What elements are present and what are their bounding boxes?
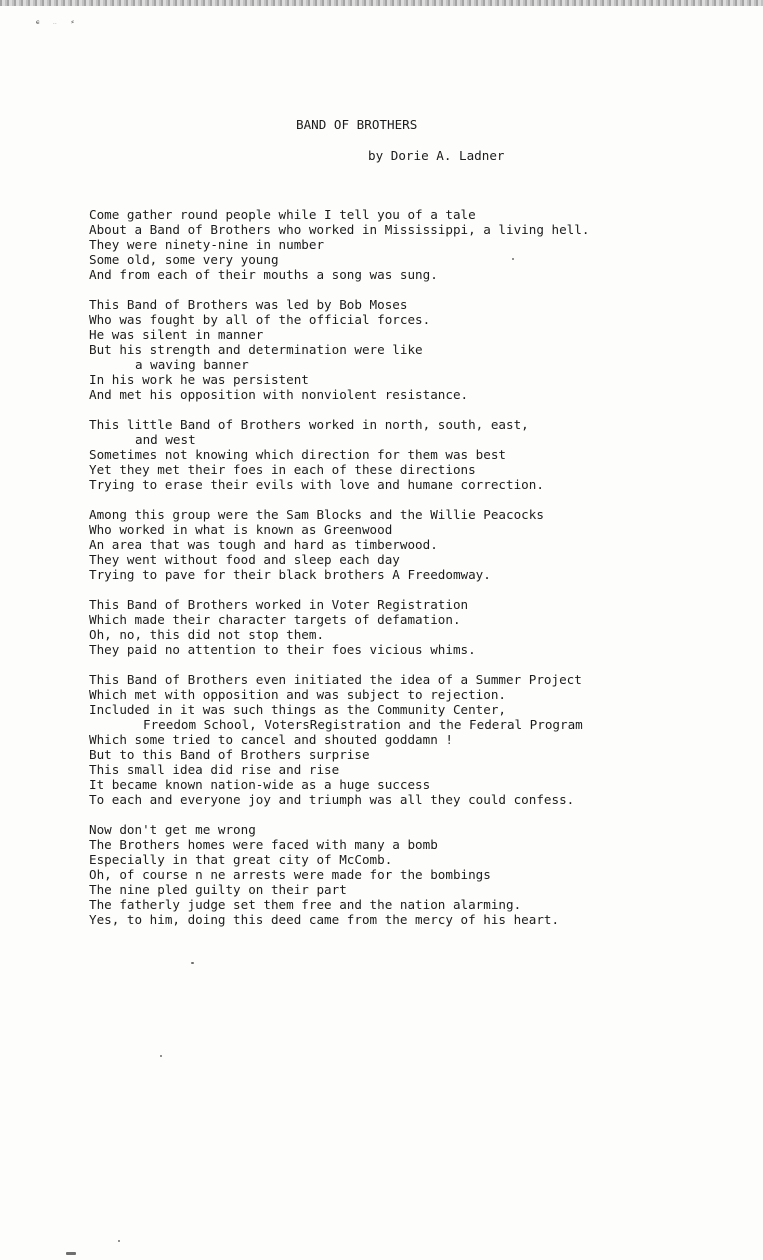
poem-line: Who was fought by all of the official forces.	[89, 312, 431, 327]
poem-stanza	[89, 507, 749, 582]
poem-stanza	[89, 207, 749, 282]
poem-line: Which some tried to cancel and shouted goddamn !	[89, 732, 453, 747]
poem-line: To each and everyone joy and triumph was all they could confess.	[89, 792, 575, 807]
poem-line: Come gather round people while I tell you of a tale	[89, 207, 476, 222]
poem-line: a waving banner	[135, 357, 249, 372]
document-title: BAND OF BROTHERS	[296, 117, 418, 132]
poem-line: Now don't get me wrong	[89, 822, 256, 837]
poem-line: This Band of Brothers was led by Bob Moses	[89, 297, 408, 312]
poem-line: And met his opposition with nonviolent resistance.	[89, 387, 469, 402]
scan-speck	[191, 962, 194, 964]
poem-line: Who worked in what is known as Greenwood	[89, 522, 393, 537]
poem-line: This small idea did rise and rise	[89, 762, 340, 777]
poem-line: But to this Band of Brothers surprise	[89, 747, 370, 762]
poem-line: He was silent in manner	[89, 327, 264, 342]
poem-line: They were ninety-nine in number	[89, 237, 325, 252]
poem-line: Trying to pave for their black brothers A Freedomway.	[89, 567, 491, 582]
poem-line: Oh, no, this did not stop them.	[89, 627, 325, 642]
poem-stanza	[89, 672, 749, 807]
poem-line: An area that was tough and hard as timberwood.	[89, 537, 438, 552]
poem-line: Oh, of course n ne arrests were made for the bombings	[89, 867, 491, 882]
poem-line: This Band of Brothers even initiated the idea of a Summer Project	[89, 672, 582, 687]
scan-speck	[66, 1252, 76, 1255]
poem-line: The nine pled guilty on their part	[89, 882, 347, 897]
poem-line: Especially in that great city of McComb.	[89, 852, 393, 867]
poem-line: In his work he was persistent	[89, 372, 309, 387]
scanned-top-edge	[0, 0, 763, 6]
poem-line: This little Band of Brothers worked in north, south, east,	[89, 417, 529, 432]
poem-line: This Band of Brothers worked in Voter Registration	[89, 597, 469, 612]
poem-line: The Brothers homes were faced with many a bomb	[89, 837, 438, 852]
poem-line: But his strength and determination were like	[89, 342, 423, 357]
poem-line: They paid no attention to their foes vicious whims.	[89, 642, 476, 657]
poem-line: Yes, to him, doing this deed came from the mercy of his heart.	[89, 912, 560, 927]
poem-stanza	[89, 822, 749, 927]
poem-stanza	[89, 417, 749, 492]
poem-line: Sometimes not knowing which direction for them was best	[89, 447, 507, 462]
poem-line: The fatherly judge set them free and the nation alarming.	[89, 897, 522, 912]
scan-speck	[160, 1055, 162, 1057]
poem-line: They went without food and sleep each day	[89, 552, 400, 567]
poem-line: Freedom School, VotersRegistration and the Federal Program	[143, 717, 583, 732]
poem-body	[89, 207, 749, 942]
corner-marks: ⲉ ‥ ⸗	[36, 17, 79, 26]
poem-line: About a Band of Brothers who worked in Mississippi, a living hell.	[89, 222, 590, 237]
poem-stanza	[89, 297, 749, 402]
poem-line: Which made their character targets of defamation.	[89, 612, 461, 627]
poem-line: Trying to erase their evils with love and humane correction.	[89, 477, 544, 492]
poem-line: And from each of their mouths a song was sung.	[89, 267, 438, 282]
poem-line: Which met with opposition and was subject to rejection.	[89, 687, 507, 702]
poem-line: Among this group were the Sam Blocks and the Willie Peacocks	[89, 507, 544, 522]
poem-line: Yet they met their foes in each of these directions	[89, 462, 476, 477]
scan-speck	[118, 1240, 120, 1242]
author-byline: by Dorie A. Ladner	[368, 148, 505, 163]
poem-line: Included in it was such things as the Community Center,	[89, 702, 507, 717]
scan-speck	[512, 258, 514, 260]
poem-stanza	[89, 597, 749, 657]
poem-line: Some old, some very young	[89, 252, 279, 267]
poem-line: and west	[135, 432, 196, 447]
poem-line: It became known nation-wide as a huge success	[89, 777, 431, 792]
